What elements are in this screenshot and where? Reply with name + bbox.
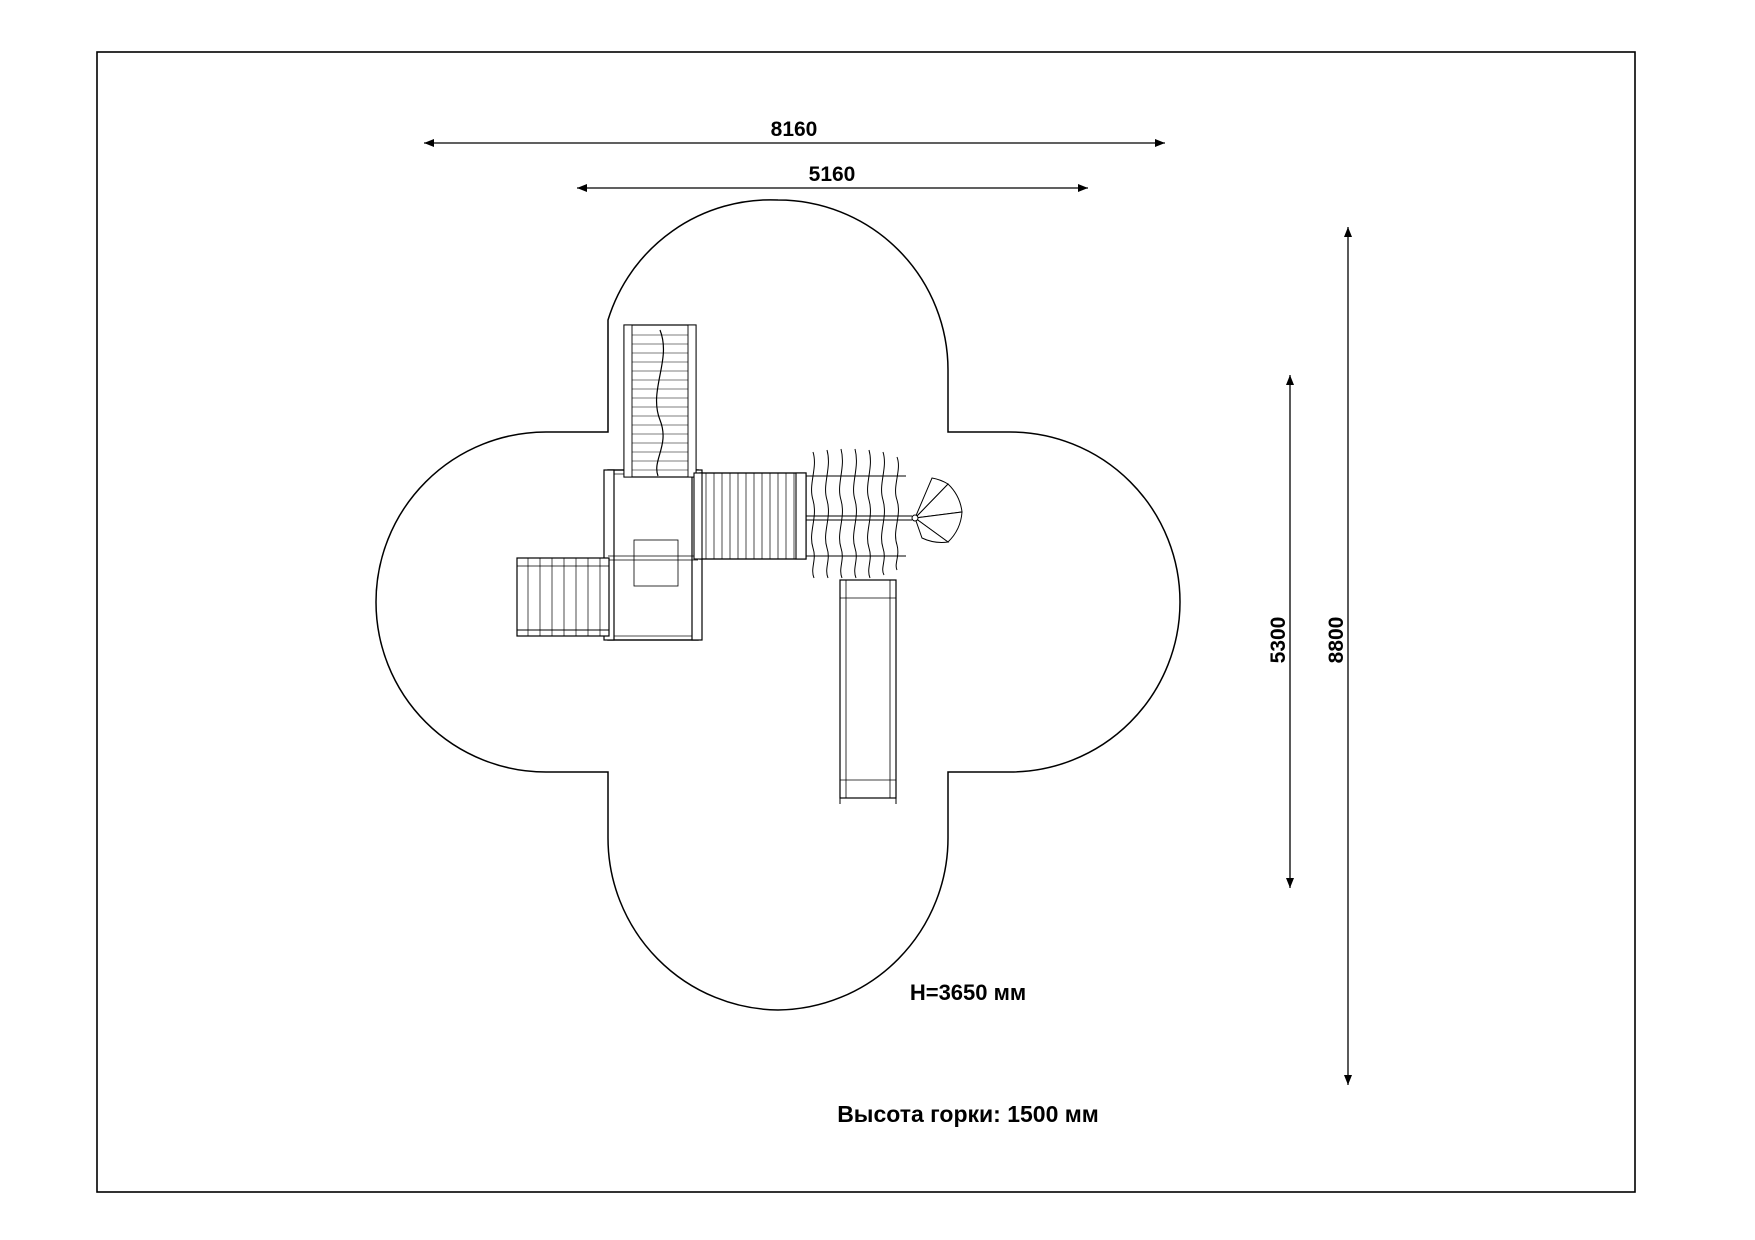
left-ladder [517,558,609,636]
dimension-top-outer [424,118,1165,143]
height-note: H=3650 мм [909,980,1027,1005]
slide-height-note: Высота горки: 1500 мм [837,1101,1099,1127]
dimension-top-inner [577,163,1088,188]
slide-lower [840,580,896,804]
dimension-right-inner [1267,375,1290,888]
dimension-right-inner-label: 5300 [1267,616,1290,664]
dimension-right-outer-label: 8800 [1325,616,1348,664]
slide-upper [624,325,696,477]
bridge-walkway [694,473,806,559]
dimension-top-inner-label: 5160 [808,163,856,186]
safety-zone-outline [376,200,1180,1010]
dimension-right-outer [1325,227,1348,1085]
central-platform [604,470,702,640]
dimension-top-outer-label: 8160 [770,118,818,141]
